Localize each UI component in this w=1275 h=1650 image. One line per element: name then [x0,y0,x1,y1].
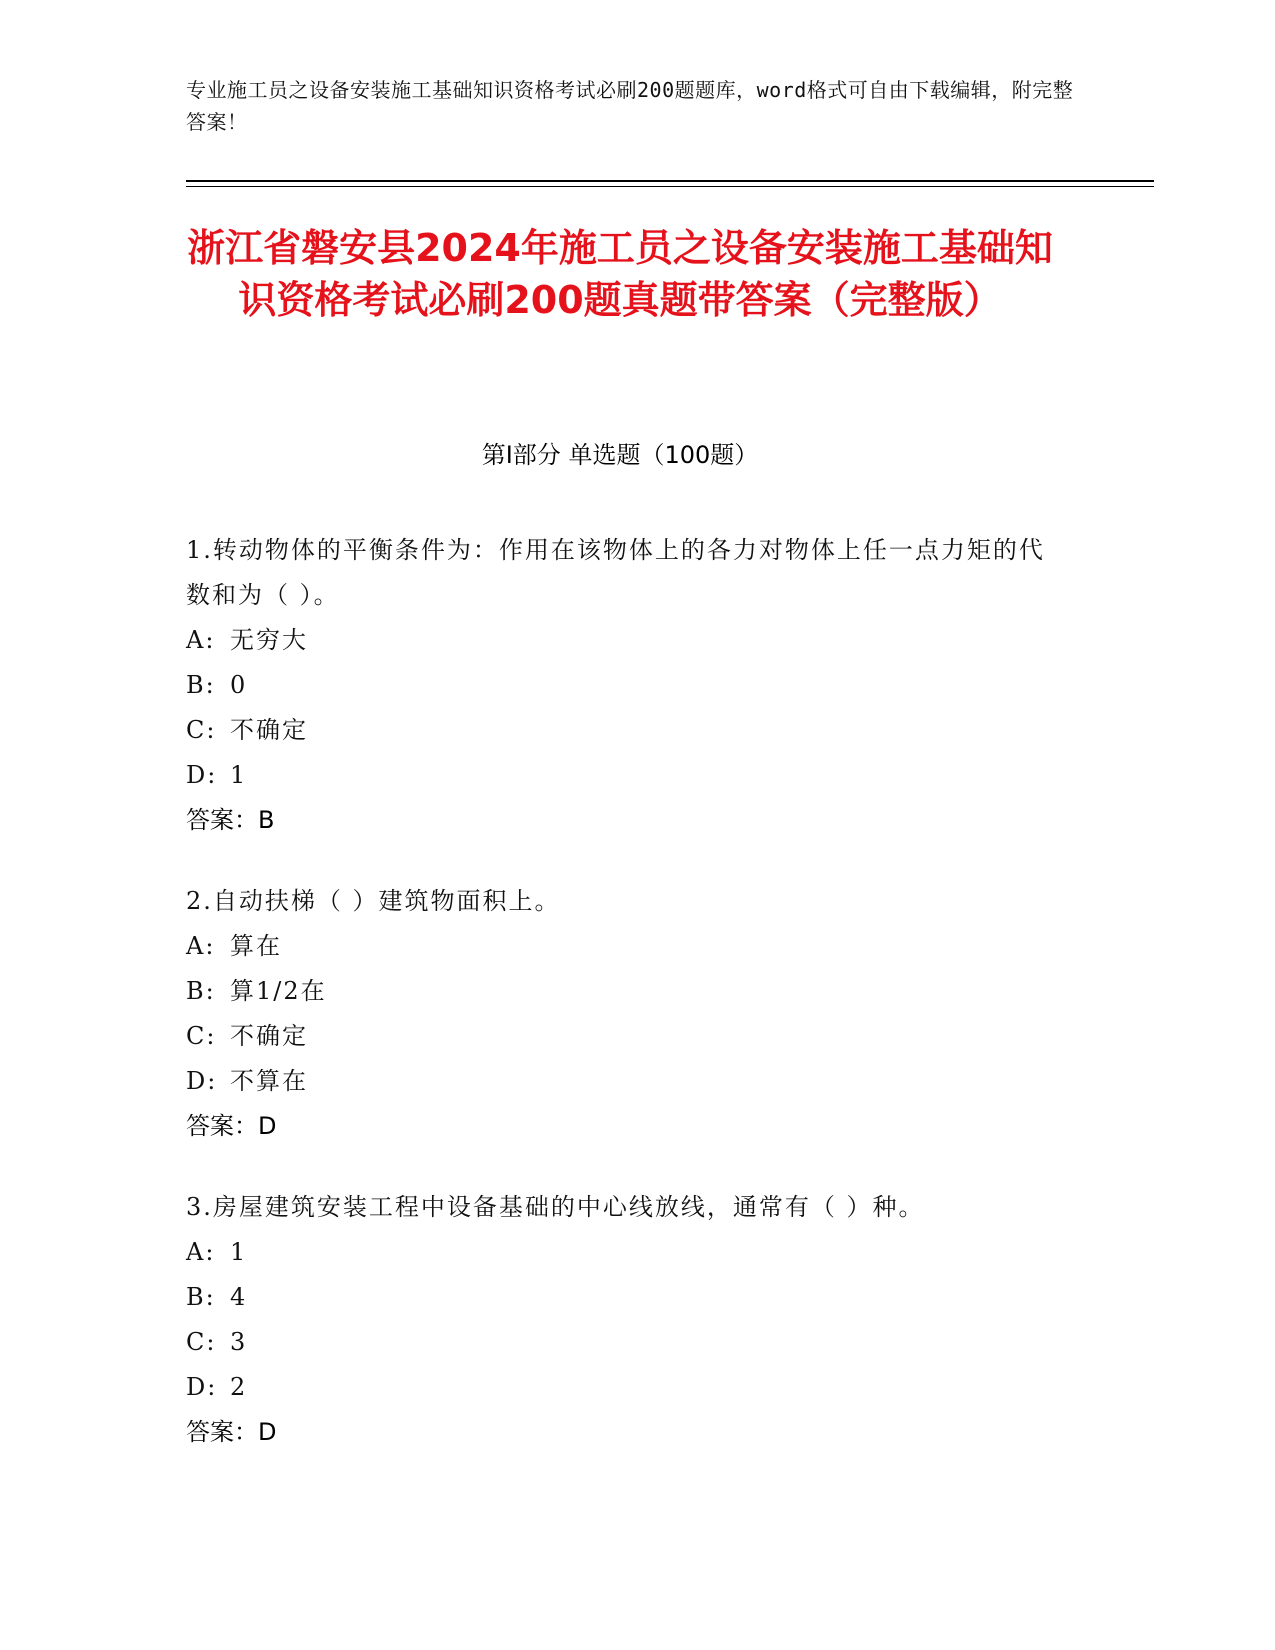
answer-prefix: 答案： [186,806,258,834]
option-label: A: [186,626,216,654]
option-d [186,1059,1066,1104]
option-text: 1 [230,1238,248,1266]
option-a [186,1230,1066,1275]
option-b [186,969,1066,1014]
answer-value: D [258,1112,277,1140]
option-text: 不确定 [230,1022,308,1050]
option-label: A: [186,1238,216,1266]
option-label: A: [186,932,216,960]
question-item [186,528,1066,843]
option-a [186,618,1066,663]
option-text: 无穷大 [230,626,308,654]
header-note: 专业施工员之设备安装施工基础知识资格考试必刷200题题库，word格式可自由下载编辑，附完整答案！ [186,78,1074,134]
header-divider-thick [186,180,1154,182]
option-text: 不确定 [230,716,308,744]
option-c [186,1320,1066,1365]
option-b [186,1275,1066,1320]
option-d [186,1365,1066,1410]
answer-line [186,1410,1066,1455]
header-divider-thin [186,186,1154,187]
option-text: 1 [230,761,248,789]
option-a [186,924,1066,969]
option-label: D: [186,1373,218,1401]
option-text: 3 [230,1328,248,1356]
question-text: 2.自动扶梯（ ）建筑物面积上。 [186,887,561,915]
option-label: C: [186,716,217,744]
question-item [186,1185,1066,1455]
document-title: 浙江省磐安县2024年施工员之设备安装施工基础知识资格考试必刷200题真题带答案（完整版） [187,226,1053,322]
answer-prefix: 答案： [186,1418,258,1446]
option-label: C: [186,1022,217,1050]
option-d [186,753,1066,798]
option-text: 4 [230,1283,248,1311]
section-heading: 第I部分 单选题（100题） [481,441,759,469]
option-label: D: [186,761,218,789]
option-label: B: [186,671,216,699]
question-text: 1.转动物体的平衡条件为：作用在该物体上的各力对物体上任一点力矩的代数和为（ ）。 [186,536,1045,609]
option-text: 不算在 [230,1067,308,1095]
answer-value: B [258,806,275,834]
answer-line [186,1104,1066,1149]
option-text: 0 [230,671,248,699]
option-c [186,1014,1066,1059]
option-text: 2 [230,1373,248,1401]
option-b [186,663,1066,708]
answer-line [186,798,1066,843]
option-label: D: [186,1067,218,1095]
answer-prefix: 答案： [186,1112,258,1140]
option-label: B: [186,977,216,1005]
option-label: B: [186,1283,216,1311]
option-text: 算在 [230,932,282,960]
option-label: C: [186,1328,217,1356]
answer-value: D [258,1418,277,1446]
question-text: 3.房屋建筑安装工程中设备基础的中心线放线，通常有（ ）种。 [186,1193,925,1221]
option-text: 算1/2在 [230,977,327,1005]
option-c [186,708,1066,753]
question-item [186,879,1066,1149]
question-list [186,528,1066,1491]
